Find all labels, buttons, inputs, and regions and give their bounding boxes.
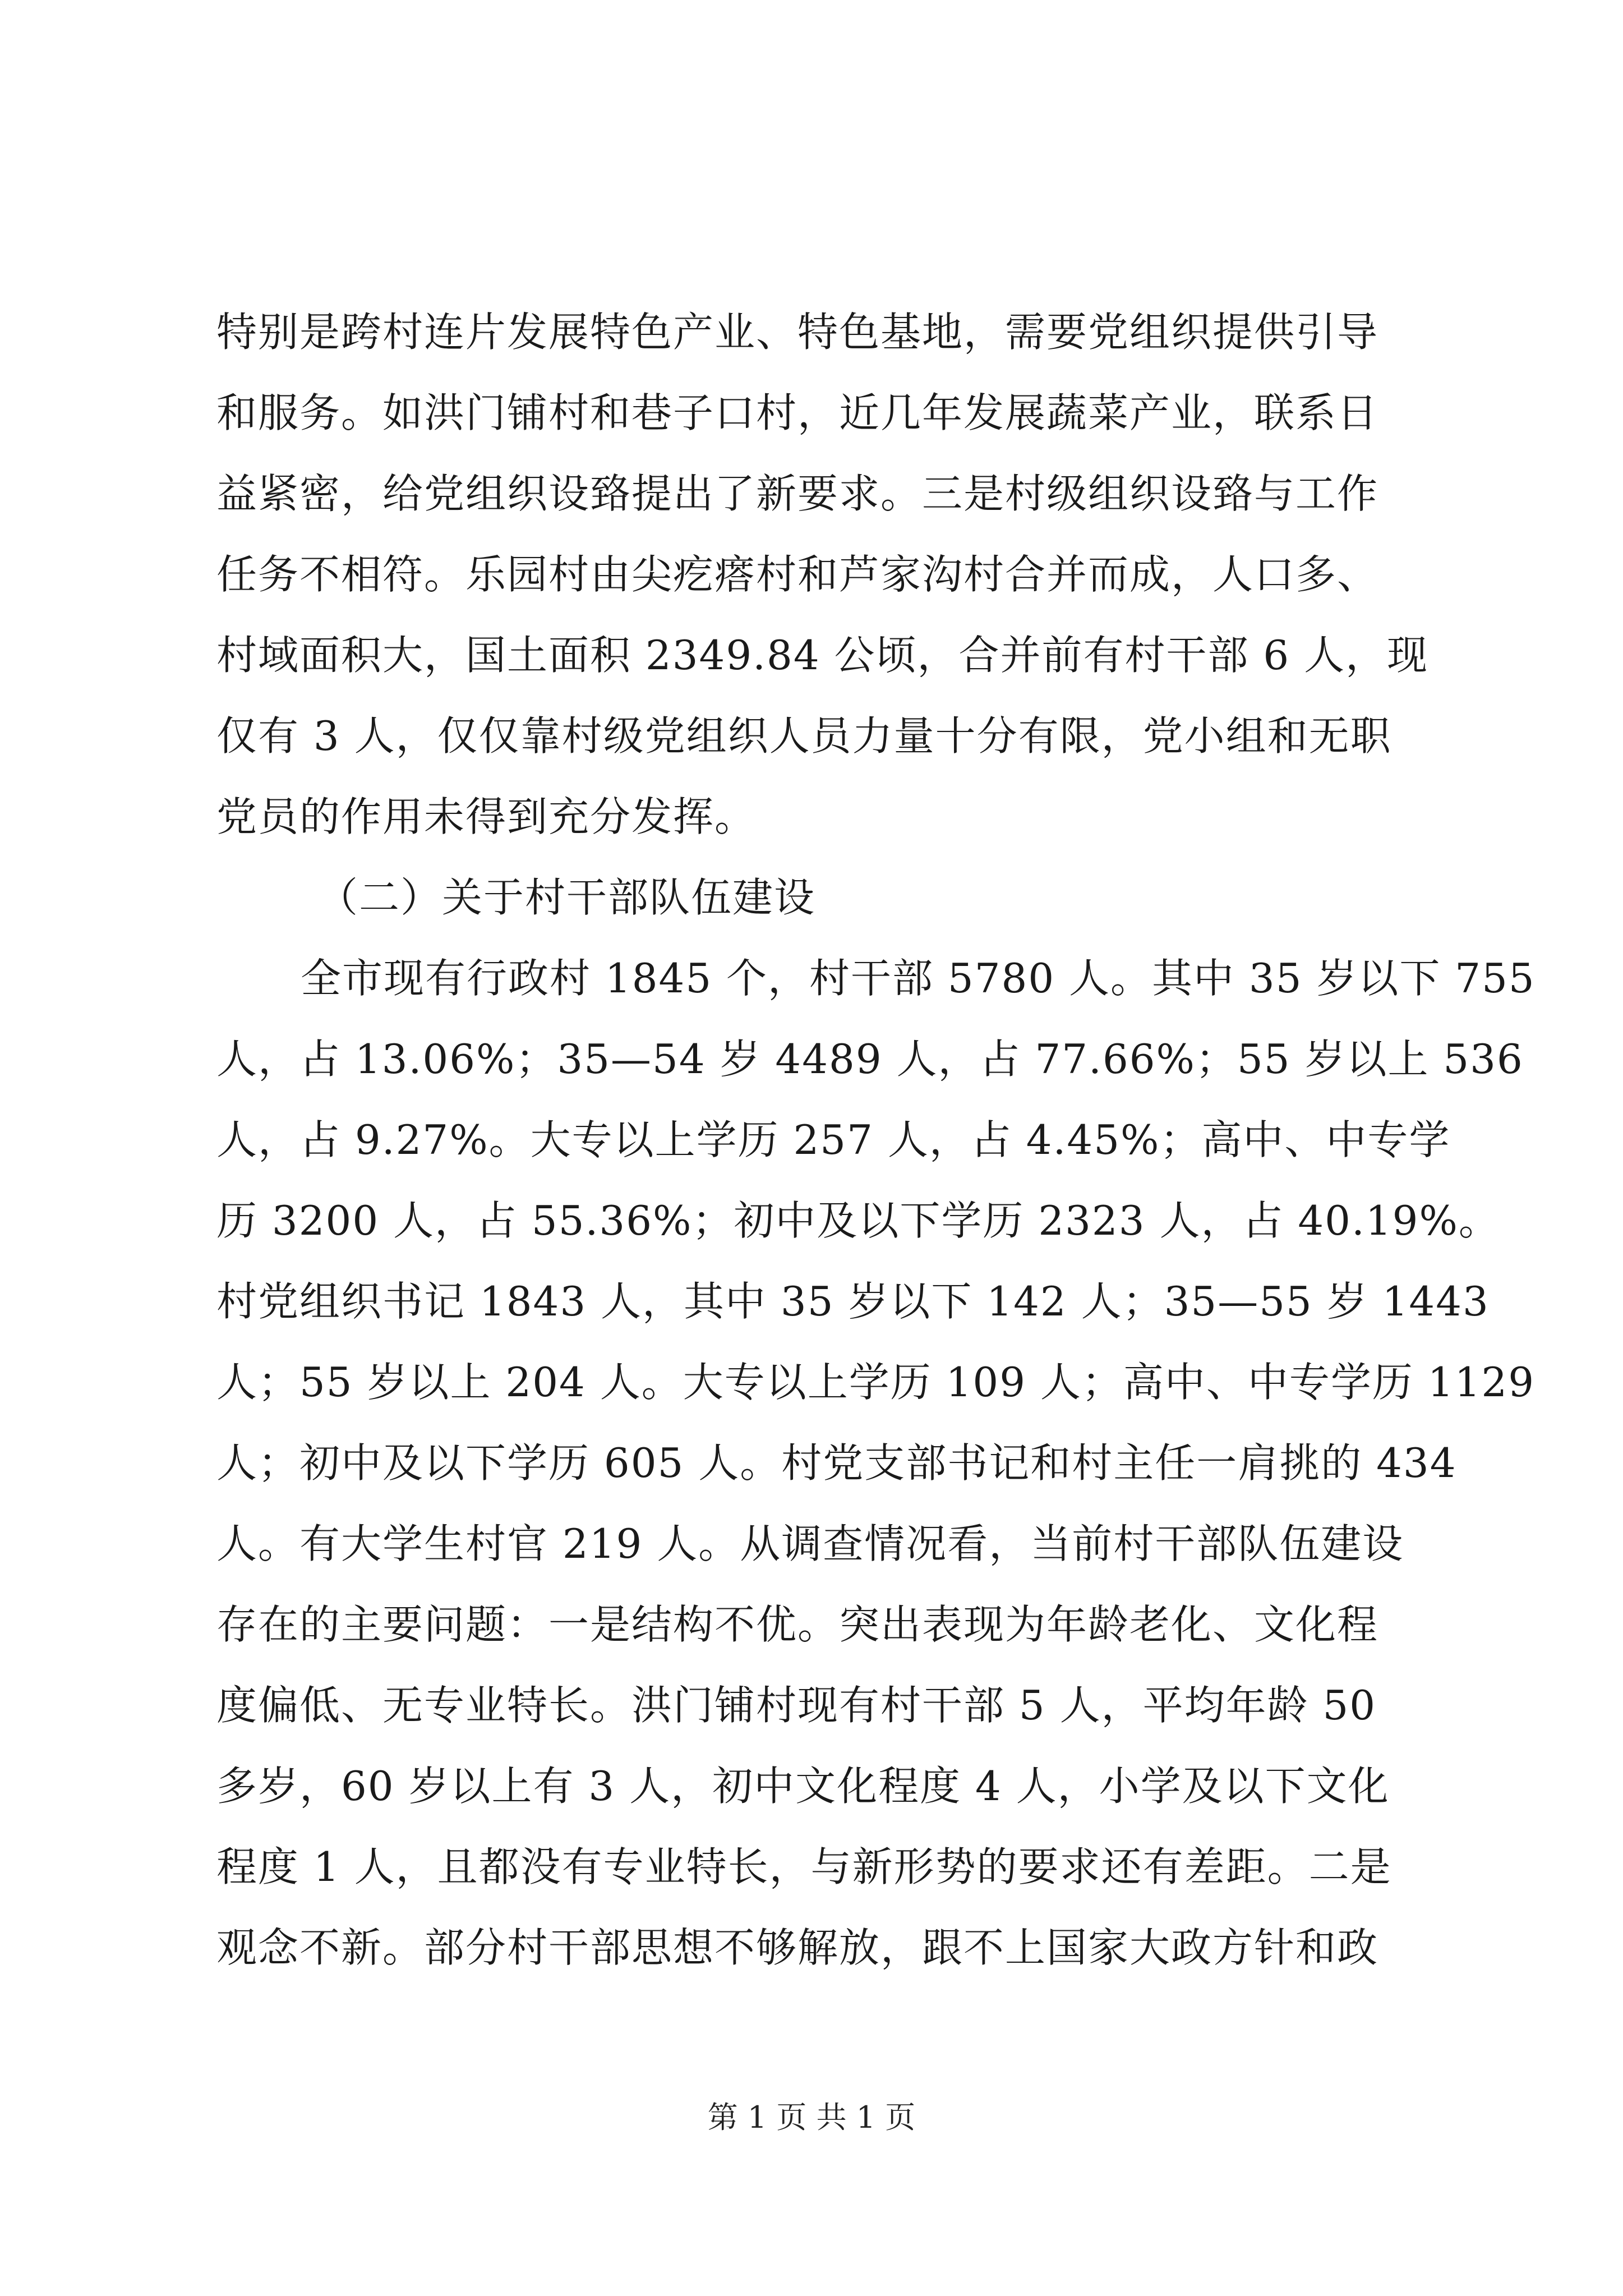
- document-body: [216, 292, 1536, 1988]
- text-line: 人；初中及以下学历 605 人。村党支部书记和村主任一肩挑的 434: [216, 1439, 1457, 1487]
- text-line: 人，占 9.27%。大专以上学历 257 人，占 4.45%；高中、中专学: [216, 1116, 1451, 1163]
- text-line: 历 3200 人，占 55.36%；初中及以下学历 2323 人，占 40.19%。: [216, 1197, 1500, 1244]
- text-line: 程度 1 人，且都没有专业特长，与新形势的要求还有差距。二是: [216, 1843, 1392, 1890]
- text-line: 仅有 3 人，仅仅靠村级党组织人员力量十分有限，党小组和无职: [216, 712, 1392, 760]
- text-line: 党员的作用未得到充分发挥。: [216, 793, 757, 840]
- paragraph-first-line: 全市现有行政村 1845 个，村干部 5780 人。其中 35 岁以下 755: [301, 955, 1536, 1002]
- text-line: 人，占 13.06%；35—54 岁 4489 人，占 77.66%；55 岁以上 536: [216, 1036, 1524, 1083]
- section-heading: （二）关于村干部队伍建设: [317, 874, 816, 921]
- text-line: 益紧密，给党组织设臵提出了新要求。三是村级组织设臵与工作: [216, 470, 1379, 517]
- text-line: 人；55 岁以上 204 人。大专以上学历 109 人；高中、中专学历 1129: [216, 1359, 1536, 1406]
- text-line: 特别是跨村连片发展特色产业、特色基地，需要党组织提供引导: [216, 309, 1379, 356]
- text-line: 人。有大学生村官 219 人。从调查情况看，当前村干部队伍建设: [216, 1520, 1404, 1567]
- text-line: 和服务。如洪门铺村和巷子口村，近几年发展蔬菜产业，联系日: [216, 389, 1379, 436]
- text-line: 村党组织书记 1843 人，其中 35 岁以下 142 人；35—55 岁 1443: [216, 1278, 1490, 1325]
- text-line: 观念不新。部分村干部思想不够解放，跟不上国家大政方针和政: [216, 1924, 1379, 1971]
- text-line: 村域面积大，国土面积 2349.84 公顷，合并前有村干部 6 人，现: [216, 632, 1429, 679]
- text-line: 存在的主要问题：一是结构不优。突出表现为年龄老化、文化程: [216, 1601, 1379, 1648]
- page-footer: [0, 2098, 1623, 2137]
- text-line: 多岁，60 岁以上有 3 人，初中文化程度 4 人，小学及以下文化: [216, 1763, 1390, 1810]
- text-line: 度偏低、无专业特长。洪门铺村现有村干部 5 人，平均年龄 50: [216, 1682, 1377, 1729]
- text-line: 任务不相符。乐园村由尖疙瘩村和芦家沟村合并而成，人口多、: [216, 551, 1379, 598]
- page-number: 第 1 页 共 1 页: [707, 2100, 916, 2135]
